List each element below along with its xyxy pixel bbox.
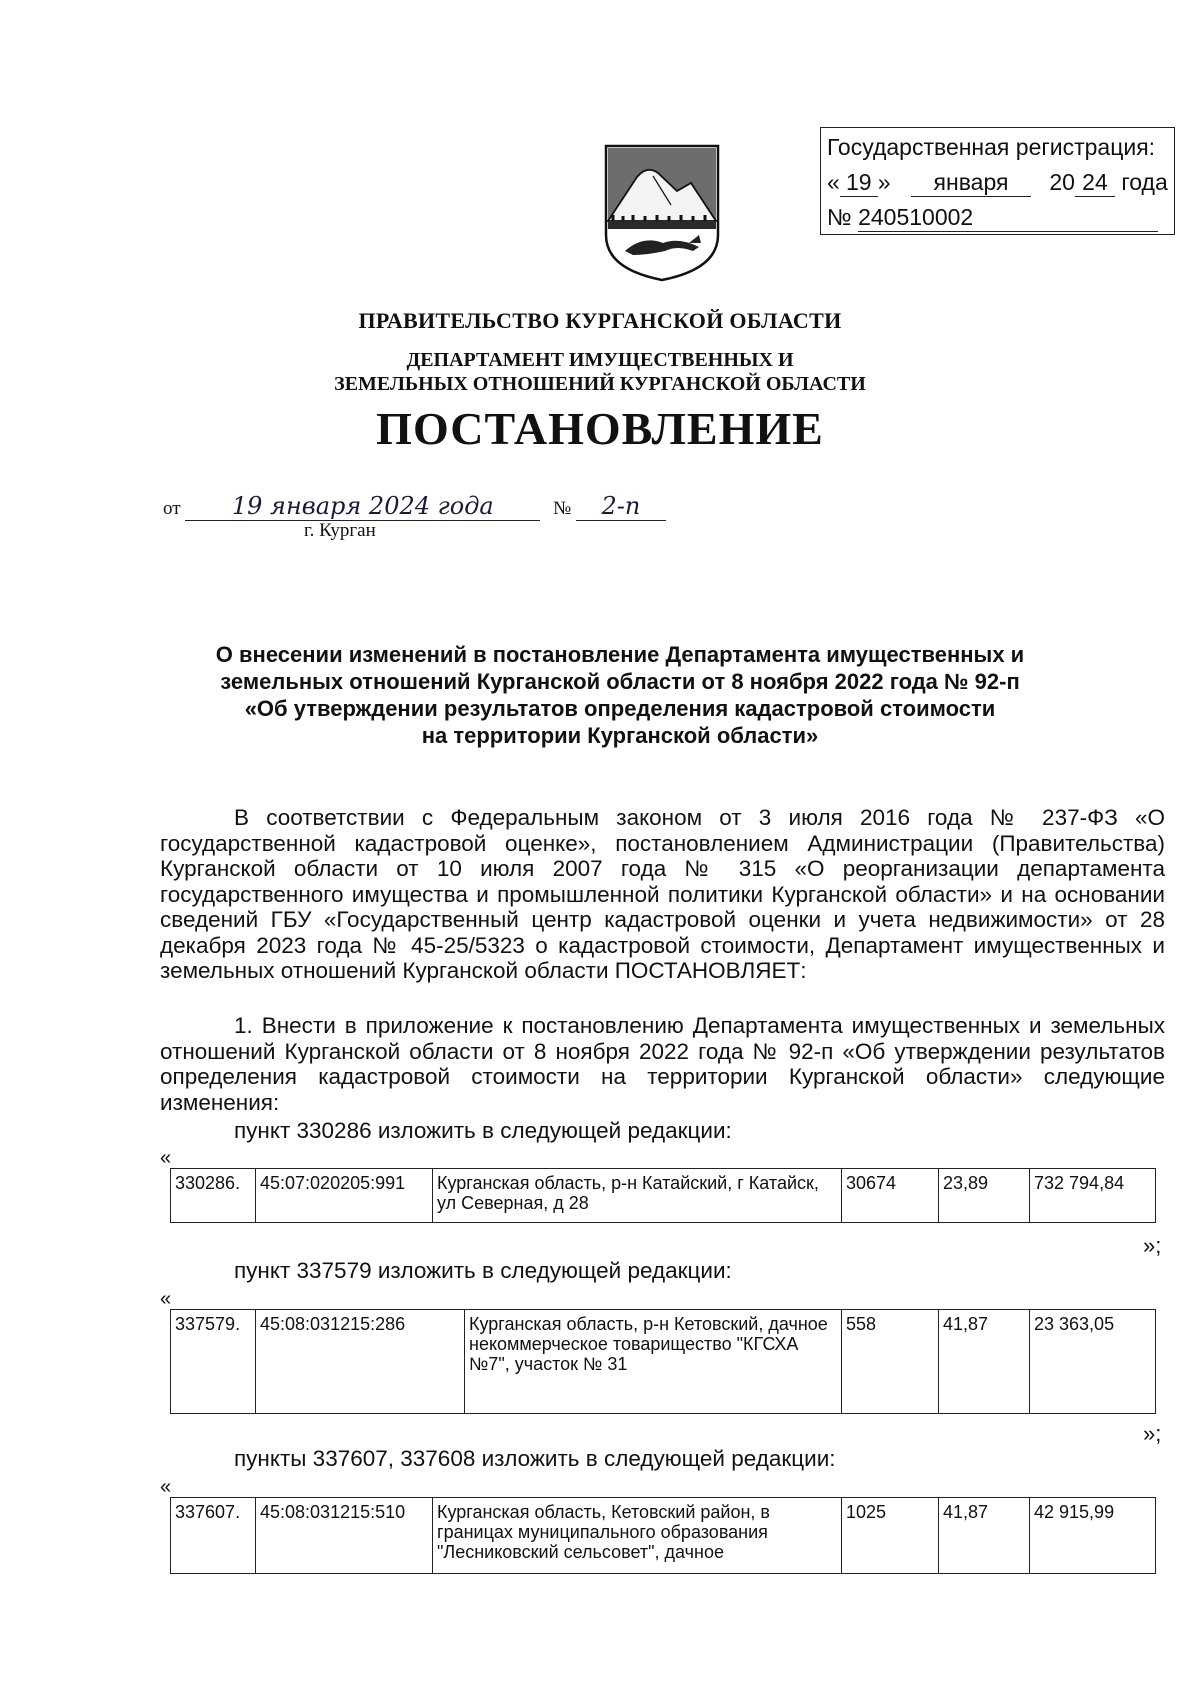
clause-1-paragraph: 1. Внести в приложение к постановлению Департамента имущественных и земельных отношений Курганской области от 8 ноября 2022 года № 92-п «Об утверждении результатов определения кадастровой стоимости на территории Курганской области» следующие изменения:	[160, 1013, 1165, 1115]
value-cell: 42 915,99	[1030, 1498, 1156, 1574]
registration-date	[827, 165, 1168, 200]
registration-number-sign: №	[827, 204, 852, 230]
item-number-cell: 330286.	[171, 1169, 256, 1223]
quote-close: »;	[1143, 1421, 1162, 1446]
handwritten-date: 19 января 2024 года	[185, 492, 540, 521]
registration-year-prefix: 20	[1049, 169, 1075, 195]
quote-open: «	[160, 1147, 172, 1169]
title-line-4: на территории Курганской области»	[421, 723, 819, 748]
amendment-lead: пункт 330286 изложить в следующей редакции:	[234, 1118, 732, 1143]
amendment-lead: пункты 337607, 337608 изложить в следующей редакции:	[234, 1446, 836, 1471]
department-heading	[0, 348, 1200, 396]
quote-open: «	[160, 1288, 172, 1310]
registration-month: января	[911, 168, 1031, 197]
preamble-paragraph: В соответствии с Федеральным законом от 3 июля 2016 года № 237-ФЗ «О государственной кадастровой оценке», постановлением Администрации (Правительства) Курганской области от 10 июля 2007 года № 315 «О реорганизации департамента государственного имущества и промышленной политики Курганской области» и на основании сведений ГБУ «Государственный центр кадастровой оценки и учета недвижимости» от 28 декабря 2023 года № 45-25/5323 о кадастровой стоимости, Департамент имущественных и земельных отношений Курганской области ПОСТАНОВЛЯЕТ:	[160, 805, 1165, 983]
address-cell: Курганская область, Кетовский район, в границах муниципального образования "Лесниковский сельсовет", дачное	[433, 1498, 842, 1574]
cadastral-number-cell: 45:07:020205:991	[256, 1169, 433, 1223]
amendment-lead: пункт 337579 изложить в следующей редакции:	[234, 1258, 732, 1283]
amendment-table	[170, 1168, 1156, 1223]
coat-of-arms-icon	[603, 143, 721, 283]
department-line-1: ДЕПАРТАМЕНТ ИМУЩЕСТВЕННЫХ И	[406, 349, 794, 371]
title-line-2: земельных отношений Курганской области от 8 ноября 2022 года № 92-п	[220, 669, 1020, 694]
document-dateline	[163, 492, 666, 521]
item-number-cell: 337579.	[171, 1310, 256, 1414]
rate-cell: 41,87	[939, 1498, 1030, 1574]
registration-year-suffix: 24	[1075, 168, 1115, 197]
document-type-heading: ПОСТАНОВЛЕНИЕ	[376, 403, 824, 454]
registration-day-close: »	[877, 169, 891, 195]
resolution-title	[160, 641, 1080, 749]
title-line-3: «Об утверждении результатов определения кадастровой стоимости	[244, 696, 996, 721]
registration-label: Государственная регистрация:	[827, 134, 1156, 160]
registration-number: 240510002	[858, 203, 1158, 232]
amendment-table	[170, 1309, 1156, 1414]
value-cell: 732 794,84	[1030, 1169, 1156, 1223]
value-cell: 23 363,05	[1030, 1310, 1156, 1414]
rate-cell: 41,87	[939, 1310, 1030, 1414]
table-row	[171, 1169, 1156, 1223]
title-line-1: О внесении изменений в постановление Департамента имущественных и	[215, 642, 1025, 667]
department-line-2: ЗЕМЕЛЬНЫХ ОТНОШЕНИЙ КУРГАНСКОЙ ОБЛАСТИ	[334, 373, 866, 395]
area-cell: 1025	[842, 1498, 939, 1574]
number-label: №	[553, 498, 572, 519]
registration-day: 19	[840, 168, 878, 197]
quote-open: «	[160, 1476, 172, 1498]
address-cell: Курганская область, р-н Катайский, г Катайск, ул Северная, д 28	[433, 1169, 842, 1223]
table-row	[171, 1310, 1156, 1414]
cadastral-number-cell: 45:08:031215:286	[256, 1310, 465, 1414]
area-cell: 30674	[842, 1169, 939, 1223]
registration-year-word: года	[1121, 169, 1168, 195]
area-cell: 558	[842, 1310, 939, 1414]
amendment-table	[170, 1497, 1156, 1574]
table-row	[171, 1498, 1156, 1574]
registration-box	[820, 127, 1175, 235]
item-number-cell: 337607.	[171, 1498, 256, 1574]
registration-day-open: «	[827, 169, 840, 195]
address-cell: Курганская область, р-н Кетовский, дачное некоммерческое товарищество "КГСХА №7", участок № 31	[465, 1310, 842, 1414]
quote-close: »;	[1143, 1233, 1162, 1258]
registration-number-line	[827, 200, 1168, 235]
government-heading: ПРАВИТЕЛЬСТВО КУРГАНСКОЙ ОБЛАСТИ	[358, 308, 842, 333]
rate-cell: 23,89	[939, 1169, 1030, 1223]
city-label: г. Курган	[304, 520, 376, 541]
from-label: от	[163, 498, 181, 519]
cadastral-number-cell: 45:08:031215:510	[256, 1498, 433, 1574]
handwritten-number: 2-п	[576, 492, 666, 521]
